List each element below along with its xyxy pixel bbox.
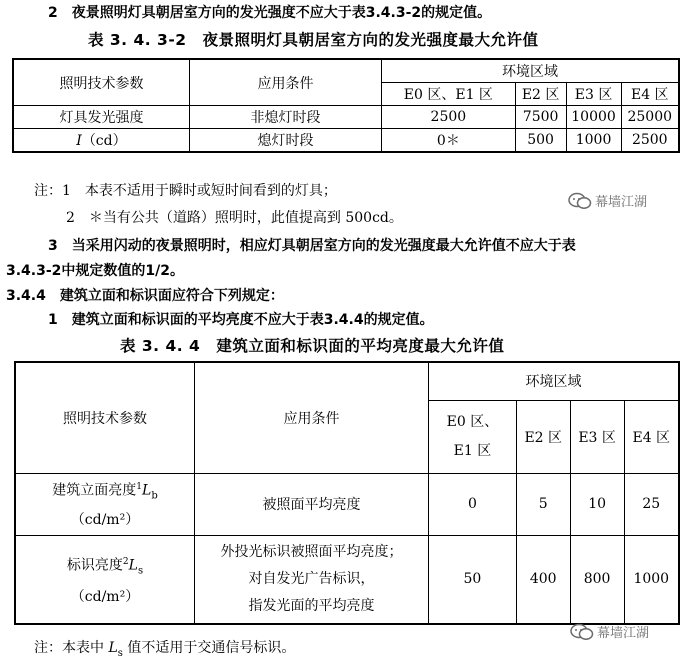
footnote-mark: 1 xyxy=(136,481,143,492)
zone-e2: E2 区 xyxy=(516,400,570,473)
value-cell: 10 xyxy=(570,473,624,535)
value-cell: 800 xyxy=(570,535,624,624)
condition-cell: 熄灯时段 xyxy=(189,129,381,153)
param-intensity-name: 灯具发光强度 xyxy=(13,106,189,129)
footnote-mark: 2 xyxy=(122,556,129,567)
zone-e4: E4 区 xyxy=(624,400,679,473)
wechat-icon xyxy=(570,623,594,641)
section-3-4-4: 3.4.4 建筑立面和标识面应符合下列规定： xyxy=(6,288,284,304)
condition-cell: 被照面平均亮度 xyxy=(195,473,429,535)
item-3-text-cont: 3.4.3-2中规定数值的1/2。 xyxy=(6,263,185,279)
header-condition: 应用条件 xyxy=(195,362,429,473)
item-1-text: 1 建筑立面和标识面的平均亮度不应大于表3.4.4的规定值。 xyxy=(48,312,434,328)
param-unit: （cd/m²） xyxy=(70,588,140,605)
zone-e0-e1: E0 区、E1 区 xyxy=(382,83,516,106)
luminance-symbol: L xyxy=(128,557,138,574)
value-cell: 2500 xyxy=(621,129,679,153)
watermark-text: 幕墙江湖 xyxy=(595,195,648,210)
header-param: 照明技术参数 xyxy=(15,362,195,473)
condition-line: 外投光标识被照面平均亮度； xyxy=(220,543,403,560)
table-3-4-4-title: 表 3. 4. 4 建筑立面和标识面的平均亮度最大允许值 xyxy=(120,337,505,355)
param-sign-luminance xyxy=(15,535,195,624)
header-param: 照明技术参数 xyxy=(13,59,189,106)
value-cell: 500 xyxy=(515,129,566,153)
note-prefix: 注：本表中 xyxy=(34,640,109,656)
table1-note-2: 2 ＊当有公共（道路）照明时，此值提高到 500cd。 xyxy=(66,210,403,226)
zone-e0-e1 xyxy=(429,400,517,473)
condition-cell xyxy=(195,535,429,624)
item-3-text: 3 当采用闪动的夜景照明时，相应灯具朝居室方向的发光强度最大允许值不应大于表 xyxy=(48,238,576,254)
value-cell: 25000 xyxy=(621,106,679,129)
zone-e1-line: E1 区 xyxy=(453,442,492,459)
param-intensity-unit xyxy=(13,129,189,153)
note-symbol: L xyxy=(108,640,118,656)
zone-e3: E3 区 xyxy=(566,83,621,106)
zone-e0-line: E0 区、 xyxy=(446,413,499,430)
condition-line: 对自发光广告标识， xyxy=(248,570,375,587)
value-cell: 1000 xyxy=(624,535,679,624)
header-condition: 应用条件 xyxy=(189,59,381,106)
header-zone: 环境区域 xyxy=(429,362,679,400)
table-3-4-4 xyxy=(14,361,680,625)
table2-note xyxy=(34,637,295,659)
luminance-subscript: b xyxy=(151,490,158,502)
note-subscript: s xyxy=(117,647,123,659)
condition-cell: 非熄灯时段 xyxy=(189,106,381,129)
value-cell: 25 xyxy=(624,473,679,535)
zone-e2: E2 区 xyxy=(515,83,566,106)
watermark-text: 幕墙江湖 xyxy=(597,626,650,641)
note-suffix: 值不适用于交通信号标识。 xyxy=(122,640,296,656)
header-zone: 环境区域 xyxy=(382,59,679,83)
intensity-symbol: I xyxy=(76,133,82,149)
table-3-4-3-2-title: 表 3. 4. 3-2 夜景照明灯具朝居室方向的发光强度最大允许值 xyxy=(88,31,539,49)
param-name: 标识亮度 xyxy=(66,557,123,574)
value-cell: 7500 xyxy=(515,106,566,129)
value-cell: 5 xyxy=(516,473,570,535)
luminance-subscript: s xyxy=(137,564,144,576)
value-cell: 0＊ xyxy=(382,129,516,153)
watermark xyxy=(568,191,647,210)
value-cell: 2500 xyxy=(382,106,516,129)
value-cell: 1000 xyxy=(566,129,621,153)
param-unit: （cd/m²） xyxy=(70,512,140,529)
zone-e3: E3 区 xyxy=(570,400,624,473)
param-name: 建筑立面亮度 xyxy=(52,482,137,499)
luminance-symbol: L xyxy=(142,482,152,499)
wechat-icon xyxy=(568,192,592,210)
watermark xyxy=(570,622,649,641)
value-cell: 50 xyxy=(429,535,517,624)
intensity-unit: （cd） xyxy=(81,133,127,149)
table1-note-1: 注：1 本表不适用于瞬时或短时间看到的灯具； xyxy=(34,183,337,199)
value-cell: 0 xyxy=(429,473,517,535)
condition-line: 指发光面的平均亮度 xyxy=(248,597,375,614)
item-2-text: 2 夜景照明灯具朝居室方向的发光强度不应大于表3.4.3-2的规定值。 xyxy=(48,5,492,21)
value-cell: 400 xyxy=(516,535,570,624)
zone-e4: E4 区 xyxy=(621,83,679,106)
param-facade-luminance xyxy=(15,473,195,535)
value-cell: 10000 xyxy=(566,106,621,129)
table-3-4-3-2 xyxy=(12,58,680,153)
